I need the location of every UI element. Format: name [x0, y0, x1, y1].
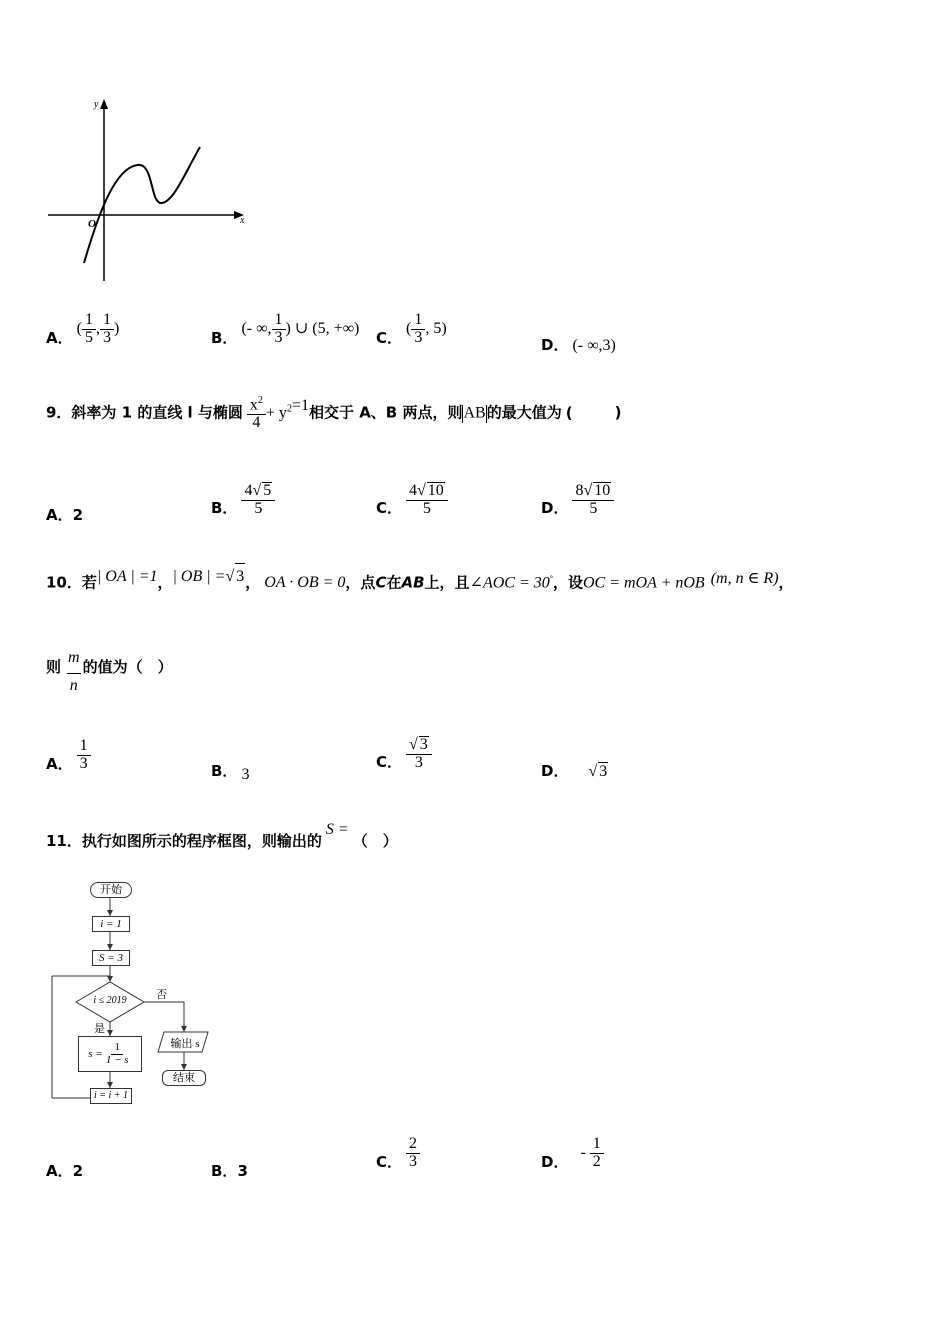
q11-option-c[interactable]: C． $\frac{2}{3}$ — [376, 1136, 420, 1171]
q8-option-b-label: B． — [211, 328, 238, 347]
q8-option-a-label: A． — [46, 328, 73, 347]
flow-init-i: i = 1 — [92, 916, 130, 932]
flow-assign: s = $\frac{1}{1 - s}$ — [78, 1036, 142, 1072]
y-axis-arrow — [100, 99, 108, 109]
flow-output: 输出 s — [170, 1038, 200, 1050]
q8-option-c-label: C． — [376, 328, 403, 347]
q10-stem: 10．若| OA | =1，| OB | =√ 3， OA · OB = 0，点C在AB上，且∠AOC = 30°，设OC = mOA + nOB (m, n ∈ R)， — [46, 566, 794, 596]
x-axis-label: x — [240, 215, 245, 226]
q9-option-c[interactable]: C． $\frac{4√ 10}{5}$ — [376, 482, 448, 518]
q10-option-c[interactable]: C． $\frac{√ 3}{3}$ — [376, 736, 432, 772]
q10-stem-line2: 则 $\frac{m}{n}$ 的值为（ ） — [46, 649, 173, 694]
flow-no-label: 否 — [156, 989, 167, 1001]
function-graph — [40, 95, 255, 290]
origin-label: O — [88, 218, 96, 230]
q8-option-c[interactable]: C． ( $\frac{1}{3}$ , 5) — [376, 311, 447, 347]
q8-option-a[interactable]: A． ( $\frac{1}{5}$ , $\frac{1}{3}$ ) — [46, 311, 120, 347]
y-axis-label: y — [94, 99, 99, 110]
q10-option-a[interactable]: A． $\frac{1}{3}$ — [46, 738, 91, 773]
q8-option-d-label: D． — [541, 336, 569, 354]
flow-yes-label: 是 — [94, 1023, 105, 1035]
q11-stem: 11．执行如图所示的程序框图，则输出的S =（ ） — [46, 821, 398, 850]
q9-option-b[interactable]: B． $\frac{4√ 5}{5}$ — [211, 482, 275, 518]
flow-start: 开始 — [90, 882, 132, 898]
q11-option-a[interactable]: A．2 — [46, 1162, 84, 1180]
flow-condition: i ≤ 2019 — [93, 995, 127, 1006]
flow-init-s: S = 3 — [92, 950, 130, 966]
q10-m-over-n: $\frac{m}{n}$ — [68, 649, 80, 694]
q9-option-a[interactable]: A．2 — [46, 506, 84, 524]
q11-option-d[interactable]: D． - $\frac{1}{2}$ — [541, 1136, 604, 1171]
q9-stem: 9．斜率为 1 的直线 l 与椭圆 $\frac{x^2}{4}$ + $y^2=1$相交于 A、B 两点，则AB的最大值为 ( ) — [46, 395, 622, 432]
q10-option-b[interactable]: B． 3 — [211, 762, 250, 783]
q8-option-b[interactable]: B． (- ∞, $\frac{1}{3}$ ) ∪ (5, +∞) — [211, 311, 360, 347]
q8-option-d[interactable]: D． (- ∞,3) — [541, 336, 616, 354]
q9-option-d[interactable]: D． $\frac{8√ 10}{5}$ — [541, 482, 614, 518]
flow-end: 结束 — [162, 1070, 206, 1086]
curve — [84, 147, 200, 263]
flowchart — [46, 876, 216, 1112]
q10-option-d[interactable]: D． √ 3 — [541, 762, 608, 780]
q9-ellipse-frac: $\frac{x^2}{4}$ — [247, 396, 266, 432]
flow-increment: i = i + 1 — [90, 1088, 132, 1104]
q11-option-b[interactable]: B．3 — [211, 1162, 248, 1180]
